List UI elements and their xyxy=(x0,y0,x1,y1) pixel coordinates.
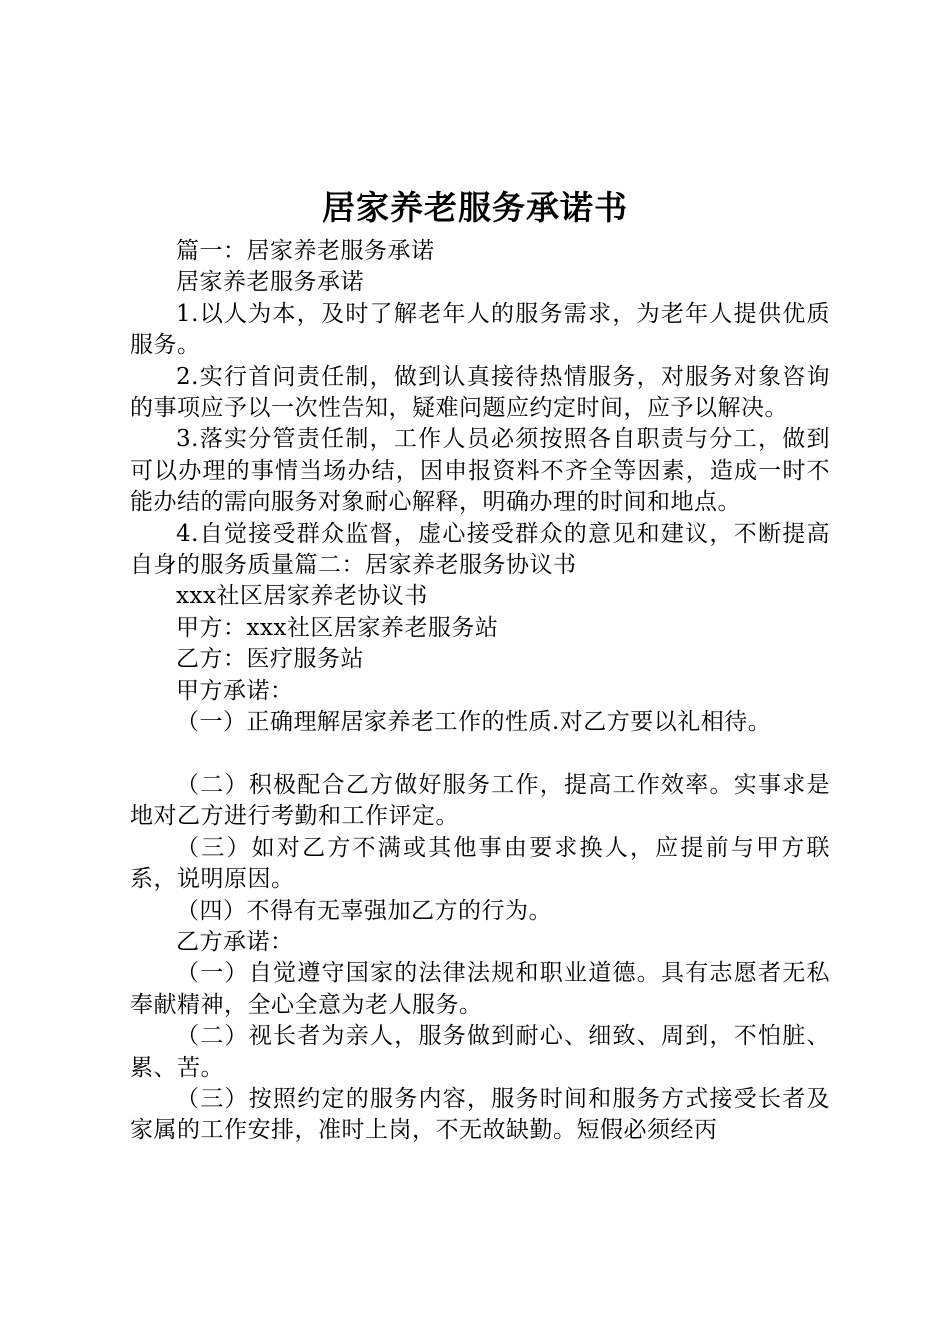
document-body xyxy=(130,236,830,1147)
paragraph-item-3: 3.落实分管责任制，工作人员必须按照各自职责与分工，做到可以办理的事情当场办结，因申报资料不齐全等因素，造成一时不能办结的需向服务对象耐心解释，明确办理的时间和地点。 xyxy=(130,426,830,516)
paragraph-party-b-item-2: （二）视长者为亲人，服务做到耐心、细致、周到，不怕脏、累、苦。 xyxy=(130,1023,830,1081)
paragraph-section-heading: 篇一：居家养老服务承诺 xyxy=(176,238,435,264)
paragraph-party-a-item-3: （三）如对乙方不满或其他事由要求换人，应提前与甲方联系，说明原因。 xyxy=(130,834,830,893)
paragraph-party-a-item-4: （四）不得有无辜强加乙方的行为。 xyxy=(176,897,552,924)
paragraph-item-2: 2.实行首问责任制，做到认真接待热情服务，对服务对象咨询的事项应予以一次性告知，疑难问题应约定时间，应予以解决。 xyxy=(130,363,830,422)
paragraph-subtitle: 居家养老服务承诺 xyxy=(176,269,364,296)
paragraph-party-a-item-2: （二）积极配合乙方做好服务工作，提高工作效率。实事求是地对乙方进行考勤和工作评定。 xyxy=(130,771,830,830)
paragraph-party-a: 甲方：xxx社区居家养老服务站 xyxy=(176,614,499,641)
paragraph-agreement-title: xxx社区居家养老协议书 xyxy=(176,583,428,610)
paragraph-party-b-item-1: （一）自觉遵守国家的法律法规和职业道德。具有志愿者无私奉献精神，全心全意为老人服务。 xyxy=(130,960,830,1018)
paragraph-party-a-item-1: （一）正确理解居家养老工作的性质.对乙方要以礼相待。 xyxy=(176,709,772,736)
paragraph-item-1: 1.以人为本，及时了解老年人的服务需求，为老年人提供优质服务。 xyxy=(130,300,830,359)
paragraph-party-a-commitments: 甲方承诺： xyxy=(176,677,294,704)
paragraph-party-b-item-3: （三）按照约定的服务内容，服务时间和服务方式接受长者及家属的工作安排，准时上岗，不无故缺勤。短假必须经丙 xyxy=(130,1085,830,1144)
paragraph-party-b: 乙方：医疗服务站 xyxy=(176,646,364,673)
paragraph-party-b-commitments: 乙方承诺： xyxy=(176,928,294,955)
document-title: 居家养老服务承诺书 xyxy=(322,188,628,227)
paragraph-item-4: 4.自觉接受群众监督，虚心接受群众的意见和建议，不断提高自身的服务质量篇二：居家养老服务协议书 xyxy=(130,520,830,579)
